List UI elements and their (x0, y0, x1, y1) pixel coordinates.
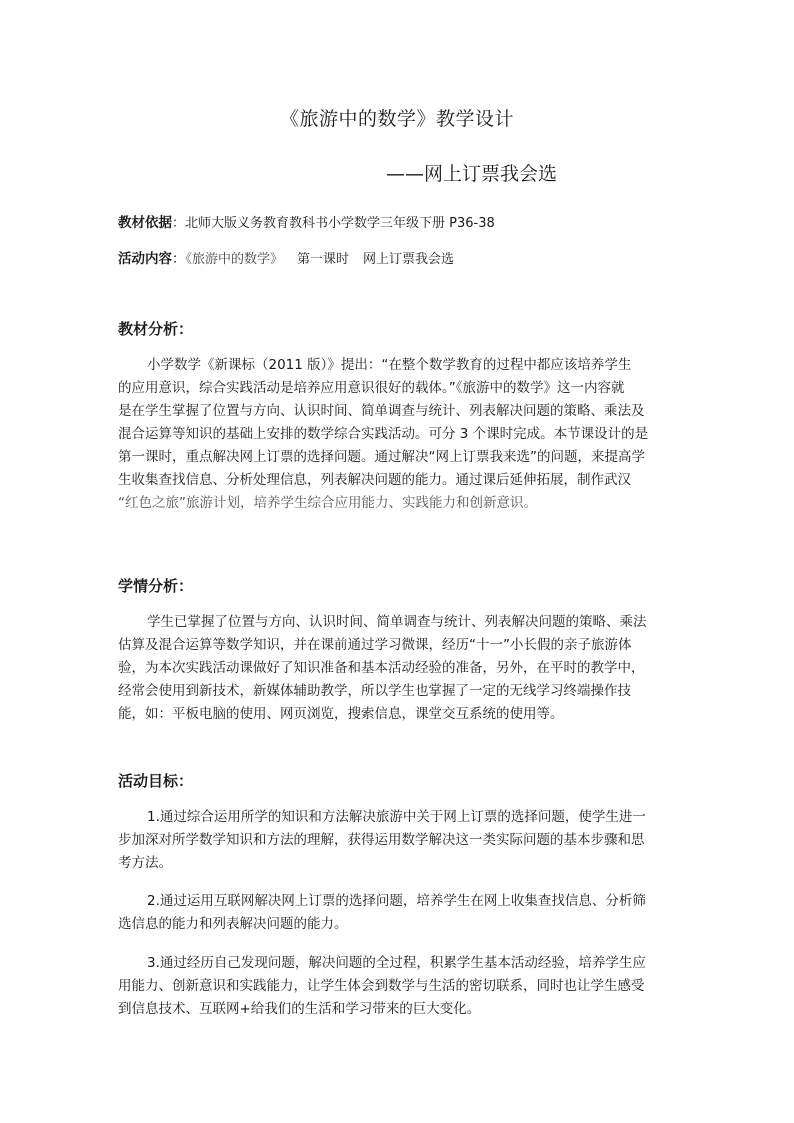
paragraph-line: 选信息的能力和列表解决问题的能力。 (118, 916, 348, 932)
textbook-basis-label: 教材依据 (118, 215, 172, 231)
paragraph-line: 学生已掌握了位置与方向、认识时间、简单调查与统计、列表解决问题的策略、乘法 (147, 614, 647, 630)
paragraph-line: 2.通过运用互联网解决网上订票的选择问题，培养学生在网上收集查找信息、分析筛 (147, 893, 646, 909)
paragraph-line: 小学数学《新课标（2011 版）》提出：“在整个数学教育的过程中都应该培养学生 (147, 357, 632, 373)
goal-2-paragraph (118, 890, 676, 936)
activity-content-label: 活动内容 (118, 251, 172, 267)
paragraph-line: 1.通过综合运用所学的知识和方法解决旅游中关于网上订票的选择问题，使学生进一 (147, 809, 646, 825)
student-analysis-heading: 学情分析： (118, 577, 194, 595)
material-analysis-heading: 教材分析： (118, 320, 194, 338)
paragraph-line: 估算及混合运算等数学知识，并在课前通过学习微课，经历“十一”小长假的亲子旅游体 (118, 637, 632, 653)
goal-3-paragraph (118, 952, 676, 1021)
document-title: 《旅游中的数学》教学设计 (279, 108, 514, 130)
activity-goals-heading: 活动目标： (118, 772, 194, 790)
textbook-basis-value: ：北师大版义务教育教科书小学数学三年级下册 P36-38 (172, 216, 495, 231)
paragraph-line: 验，为本次实践活动课做好了知识准备和基本活动经验的准备，另外，在平时的教学中， (118, 660, 645, 676)
paragraph-line: 能，如：平板电脑的使用、网页浏览，搜索信息，课堂交互系统的使用等。 (118, 706, 564, 722)
paragraph-line: 第一课时，重点解决网上订票的选择问题。通过解决“网上订票我来选”的问题，来提高学 (118, 449, 645, 465)
material-analysis-paragraph (118, 354, 676, 515)
activity-content-sep: ： (172, 251, 186, 267)
paragraph-line: 经常会使用到新技术，新媒体辅助教学，所以学生也掌握了一定的无线学习终端操作技 (118, 683, 631, 699)
paragraph-line: 生收集查找信息、分析处理信息，列表解决问题的能力。通过课后延伸拓展，制作武汉 (118, 472, 631, 488)
paragraph-line: 用能力、创新意识和实践能力，让学生体会到数学与生活的密切联系，同时也让学生感受 (118, 978, 645, 994)
activity-content-topic: 网上订票我会选 (363, 252, 455, 267)
activity-content (118, 247, 454, 267)
student-analysis-paragraph (118, 611, 676, 726)
goal-1-paragraph (118, 806, 676, 875)
textbook-basis (118, 211, 495, 231)
activity-content-book: 《旅游中的数学》 (185, 252, 284, 267)
activity-content-lesson: 第一课时 (297, 252, 350, 267)
paragraph-line: 的应用意识，综合实践活动是培养应用意识很好的载体。”《旅游中的数学》这一内容就 (118, 380, 625, 396)
paragraph-line: 3.通过经历自己发现问题，解决问题的全过程，积累学生基本活动经验，培养学生应 (147, 955, 646, 971)
document-subtitle: ——网上订票我会选 (386, 163, 558, 185)
paragraph-line: 到信息技术、互联网+给我们的生活和学习带来的巨大变化。 (118, 1001, 481, 1017)
paragraph-line: 是在学生掌握了位置与方向、认识时间、简单调查与统计、列表解决问题的策略、乘法及 (118, 403, 645, 419)
paragraph-line: 步加深对所学数学知识和方法的理解，获得运用数学解决这一类实际问题的基本步骤和思 (118, 832, 645, 848)
paragraph-line: 混合运算等知识的基础上安排的数学综合实践活动。可分 3 个课时完成。本节课设计的是 (118, 426, 649, 442)
paragraph-line: 考方法。 (118, 855, 172, 871)
paragraph-line: “红色之旅”旅游计划，培养学生综合应用能力、实践能力和创新意识。 (118, 495, 537, 511)
